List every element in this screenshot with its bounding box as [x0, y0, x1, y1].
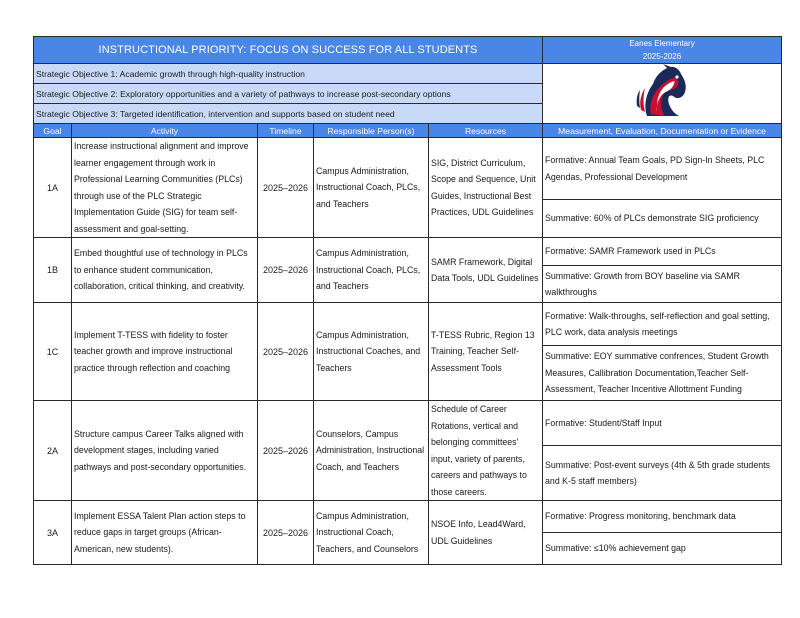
- col-goal: Goal: [34, 124, 72, 138]
- resources: Schedule of Career Rotations, vertical and belonging committees' input, variety of parents, careers and pathways to those careers.: [429, 401, 543, 501]
- summative-measure: Summative: ≤10% achievement gap: [543, 533, 782, 565]
- resources: SAMR Framework, Digital Data Tools, UDL Guidelines: [429, 238, 543, 303]
- responsible: Campus Administration, Instructional Coaches, and Teachers: [314, 303, 429, 401]
- horse-mascot-icon: [633, 64, 691, 118]
- goal-id: 1B: [34, 238, 72, 303]
- responsible: Counselors, Campus Administration, Instructional Coach, and Teachers: [314, 401, 429, 501]
- summative-measure: Summative: 60% of PLCs demonstrate SIG proficiency: [543, 200, 782, 238]
- school-year: 2025-2026: [642, 52, 682, 61]
- formative-measure: Formative: SAMR Framework used in PLCs: [543, 238, 782, 266]
- summative-measure: Summative: EOY summative confrences, Student Growth Measures, Callibration Documentation,Teacher Self-Assessment, Teacher Incentive Allottment Funding: [543, 346, 782, 401]
- goal-id: 3A: [34, 501, 72, 565]
- resources: NSOE Info, Lead4Ward, UDL Guidelines: [429, 501, 543, 565]
- logo-cell: [543, 64, 782, 124]
- school-info: [543, 37, 782, 64]
- activity: Implement ESSA Talent Plan action steps to reduce gaps in target groups (African-American, new students).: [72, 501, 258, 565]
- priority-title: INSTRUCTIONAL PRIORITY: FOCUS ON SUCCESS FOR ALL STUDENTS: [34, 37, 543, 64]
- timeline: 2025–2026: [258, 138, 314, 238]
- responsible: Campus Administration, Instructional Coach, PLCs, and Teachers: [314, 138, 429, 238]
- summative-measure: Summative: Post-event surveys (4th & 5th grade students and K-5 staff members): [543, 446, 782, 501]
- timeline: 2025–2026: [258, 238, 314, 303]
- strategic-objective-1: Strategic Objective 1: Academic growth through high-quality instruction: [34, 64, 543, 84]
- col-responsible: Responsible Person(s): [314, 124, 429, 138]
- responsible: Campus Administration, Instructional Coach, PLCs, and Teachers: [314, 238, 429, 303]
- formative-measure: Formative: Walk-throughs, self-reflection and goal setting, PLC work, data analysis meetings: [543, 303, 782, 346]
- activity: Embed thoughtful use of technology in PLCs to enhance student communication, collaboration, critical thinking, and creativity.: [72, 238, 258, 303]
- goal-id: 1A: [34, 138, 72, 238]
- strategic-objective-3: Strategic Objective 3: Targeted identification, intervention and supports based on student need: [34, 104, 543, 124]
- resources: SIG, District Curriculum, Scope and Sequence, Unit Guides, Instructional Best Practices, UDL Guidelines: [429, 138, 543, 238]
- timeline: 2025–2026: [258, 401, 314, 501]
- col-activity: Activity: [72, 124, 258, 138]
- timeline: 2025–2026: [258, 501, 314, 565]
- goal-id: 1C: [34, 303, 72, 401]
- formative-measure: Formative: Progress monitoring, benchmark data: [543, 501, 782, 533]
- formative-measure: Formative: Student/Staff Input: [543, 401, 782, 446]
- activity: Structure campus Career Talks aligned with development stages, including varied pathways and post-secondary opportunities.: [72, 401, 258, 501]
- activity: Increase instructional alignment and improve learner engagement through work in Professional Learning Communities (PLCs) through use of the PLC Strategic Implementation Guide (SIG) for team self-assessment and goal-setting.: [72, 138, 258, 238]
- table-row: [34, 238, 782, 266]
- timeline: 2025–2026: [258, 303, 314, 401]
- activity: Implement T-TESS with fidelity to foster teacher growth and improve instructional practice through reflection and coaching: [72, 303, 258, 401]
- table-row: [34, 138, 782, 200]
- school-name: Eanes Elementary: [629, 39, 695, 48]
- table-row: [34, 501, 782, 533]
- formative-measure: Formative: Annual Team Goals, PD Sign-In Sheets, PLC Agendas, Professional Development: [543, 138, 782, 200]
- table-row: [34, 401, 782, 446]
- summative-measure: Summative: Growth from BOY baseline via SAMR walkthroughs: [543, 266, 782, 303]
- strategic-objective-2: Strategic Objective 2: Exploratory opportunities and a variety of pathways to increase post-secondary options: [34, 84, 543, 104]
- priority-table: [33, 36, 782, 565]
- responsible: Campus Administration, Instructional Coach, Teachers, and Counselors: [314, 501, 429, 565]
- priority-plan: [33, 36, 781, 565]
- table-row: [34, 303, 782, 346]
- resources: T-TESS Rubric, Region 13 Training, Teacher Self-Assessment Tools: [429, 303, 543, 401]
- goal-id: 2A: [34, 401, 72, 501]
- col-measurement: Measurement, Evaluation, Documentation or Evidence: [543, 124, 782, 138]
- col-timeline: Timeline: [258, 124, 314, 138]
- col-resources: Resources: [429, 124, 543, 138]
